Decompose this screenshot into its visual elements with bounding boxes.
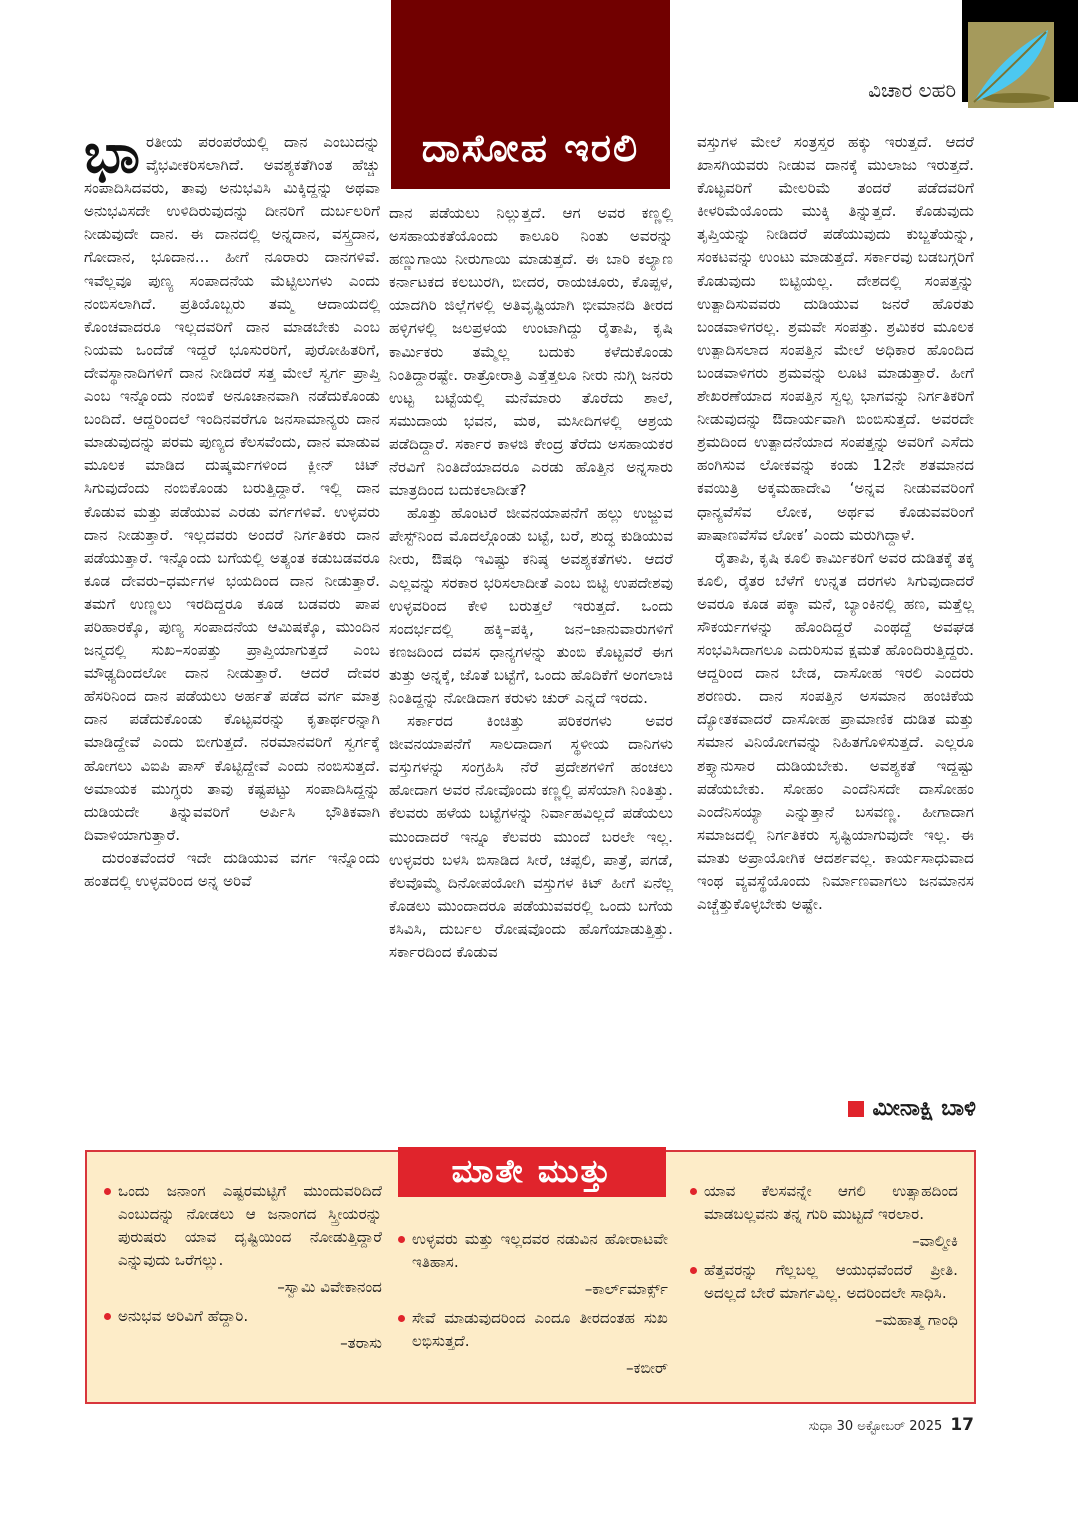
page-footer bbox=[808, 1415, 974, 1435]
article-paragraph: ವಸ್ತುಗಳ ಮೇಲೆ ಸಂತ್ರಸ್ತರ ಹಕ್ಕು ಇರುತ್ತದೆ. ಆದರೆ ಖಾಸಗಿಯವರು ನೀಡುವ ದಾನಕ್ಕೆ ಮುಲಾಜು ಇರುತ್ತದೆ. ಕೊಟ್ಟವರಿಗೆ ಮೇಲರಿಮೆ ತಂದರೆ ಪಡೆದವರಿಗೆ ಕೀಳರಿಮೆಯೊಂದು ಮುಕ್ಕಿ ತಿನ್ನುತ್ತದೆ. ಕೊಡುವುದು ತೃಪ್ತಿಯನ್ನು ನೀಡಿದರೆ ಪಡೆಯುವುದು ಕುಬ್ಜತೆಯನ್ನು, ಸಂಕಟವನ್ನು ಉಂಟು ಮಾಡುತ್ತದೆ. ಸರ್ಕಾರವು ಬಡಬಗ್ಗರಿಗೆ ಕೊಡುವುದು ಬಿಟ್ಟಿಯಲ್ಲ. ದೇಶದಲ್ಲಿ ಸಂಪತ್ತನ್ನು ಉತ್ಪಾದಿಸುವವರು ದುಡಿಯುವ ಜನರೆ ಹೊರತು ಬಂಡವಾಳಿಗರಲ್ಲ. ಶ್ರಮವೇ ಸಂಪತ್ತು. ಶ್ರಮಿಕರ ಮೂಲಕ ಉತ್ಪಾದಿಸಲಾದ ಸಂಪತ್ತಿನ ಮೇಲೆ ಅಧಿಕಾರ ಹೊಂದಿದ ಬಂಡವಾಳಿಗರು ಶ್ರಮವನ್ನು ಲೂಟಿ ಮಾಡುತ್ತಾರೆ. ಹೀಗೆ ಶೇಖರಣೆಯಾದ ಸಂಪತ್ತಿನ ಸ್ವಲ್ಪ ಭಾಗವನ್ನು ನಿರ್ಗತಿಕರಿಗೆ ನೀಡುವುದನ್ನು ಔದಾರ್ಯವಾಗಿ ಬಿಂಬಿಸುತ್ತದೆ. ಅವರದೇ ಶ್ರಮದಿಂದ ಉತ್ಪಾದನೆಯಾದ ಸಂಪತ್ತನ್ನು ಅವರಿಗೆ ಎಸೆದು ಹಂಗಿಸುವ ಲೋಕವನ್ನು ಕಂಡು 12ನೇ ಶತಮಾನದ ಕವಯಿತ್ರಿ ಅಕ್ಕಮಹಾದೇವಿ ‘ಅನ್ನವ ನೀಡುವವರಿಂಗೆ ಧಾನ್ಯವೆಸೆವ ಲೋಕ, ಅರ್ಥವ ಕೊಡುವವರಿಂಗೆ ಪಾಷಾಣವೆಸೆವ ಲೋಕ’ ಎಂದು ಮರುಗಿದ್ದಾಳೆ. bbox=[697, 133, 974, 544]
quote-text: ಯಾವ ಕೆಲಸವನ್ನೇ ಆಗಲಿ ಉತ್ಸಾಹದಿಂದ ಮಾಡಬಲ್ಲವನು ತನ್ನ ಗುರಿ ಮುಟ್ಟದೆ ಇರಲಾರ. bbox=[690, 1180, 958, 1226]
quote-author: –ಕಬೀರ್ bbox=[626, 1359, 668, 1377]
quote-text: ಉಳ್ಳವರು ಮತ್ತು ಇಲ್ಲದವರ ನಡುವಿನ ಹೋರಾಟವೇ ಇತಿಹಾಸ. bbox=[398, 1228, 668, 1274]
quote-author: –ಕಾರ್ಲ್‌ಮಾರ್ಕ್ಸ್ bbox=[584, 1280, 668, 1298]
quotes-column-3 bbox=[690, 1180, 958, 1338]
publication-date: ಸುಧಾ 30 ಅಕ್ಟೋಬರ್ 2025 bbox=[808, 1419, 943, 1434]
article-title-block bbox=[391, 0, 670, 189]
article-title: ದಾಸೋಹ ಇರಲಿ bbox=[421, 126, 640, 170]
quote-text: ಒಂದು ಜನಾಂಗ ಎಷ್ಟರಮಟ್ಟಿಗೆ ಮುಂದುವರಿದಿದೆ ಎಂಬುದನ್ನು ನೋಡಲು ಆ ಜನಾಂಗದ ಸ್ತ್ರೀಯರನ್ನು ಪುರುಷರು ಯಾವ ದೃಷ್ಟಿಯಿಂದ ನೋಡುತ್ತಿದ್ದಾರೆ ಎನ್ನುವುದು ಒರೆಗಲ್ಲು. bbox=[104, 1180, 382, 1272]
article-paragraph: ದಾನ ಪಡೆಯಲು ನಿಲ್ಲುತ್ತದೆ. ಆಗ ಅವರ ಕಣ್ಣಲ್ಲಿ ಅಸಹಾಯಕತೆಯೊಂದು ಕಾಲೂರಿ ನಿಂತು ಅವರನ್ನು ಹಣ್ಣುಗಾಯಿ ನೀರುಗಾಯಿ ಮಾಡುತ್ತದೆ. ಈ ಬಾರಿ ಕಲ್ಯಾಣ ಕರ್ನಾಟಕದ ಕಲಬುರಗಿ, ಬೀದರ, ರಾಯಚೂರು, ಕೊಪ್ಪಳ, ಯಾದಗಿರಿ ಜಿಲ್ಲೆಗಳಲ್ಲಿ ಅತಿವೃಷ್ಟಿಯಾಗಿ ಭೀಮಾನದಿ ತೀರದ ಹಳ್ಳಿಗಳಲ್ಲಿ ಜಲಪ್ರಳಯ ಉಂಟಾಗಿದ್ದು ರೈತಾಪಿ, ಕೃಷಿ ಕಾರ್ಮಿಕರು ತಮ್ಮೆಲ್ಲ ಬದುಕು ಕಳೆದುಕೊಂಡು ನಿಂತಿದ್ದಾರಷ್ಟೇ. ರಾತ್ರೋರಾತ್ರಿ ಎತ್ತೆತ್ತಲೂ ನೀರು ನುಗ್ಗಿ ಜನರು ಉಟ್ಟ ಬಟ್ಟೆಯಲ್ಲಿ ಮನೆಮಾರು ತೊರೆದು ಶಾಲೆ, ಸಮುದಾಯ ಭವನ, ಮಠ, ಮಸೀದಿಗಳಲ್ಲಿ ಆಶ್ರಯ ಪಡೆದಿದ್ದಾರೆ. ಸರ್ಕಾರ ಕಾಳಜಿ ಕೇಂದ್ರ ತೆರೆದು ಅಸಹಾಯಕರ ನೆರವಿಗೆ ನಿಂತಿದೆಯಾದರೂ ಎರಡು ಹೊತ್ತಿನ ಅನ್ನಸಾರು ಮಾತ್ರದಿಂದ ಬದುಕಲಾದೀತೆ? bbox=[389, 204, 673, 500]
author-byline bbox=[848, 1096, 976, 1121]
quotes-column-1 bbox=[104, 1180, 382, 1361]
article-paragraph: ದುರಂತವೆಂದರೆ ಇದೇ ದುಡಿಯುವ ವರ್ಗ ಇನ್ನೊಂದು ಹಂತದಲ್ಲಿ ಉಳ್ಳವರಿಂದ ಅನ್ನ ಅರಿವೆ bbox=[84, 848, 380, 890]
article-paragraph: ರೈತಾಪಿ, ಕೃಷಿ ಕೂಲಿ ಕಾರ್ಮಿಕರಿಗೆ ಅವರ ದುಡಿತಕ್ಕೆ ತಕ್ಕ ಕೂಲಿ, ರೈತರ ಬೆಳೆಗೆ ಉನ್ನತ ದರಗಳು ಸಿಗುವುದಾದರೆ ಅವರೂ ಕೂಡ ಪಕ್ಕಾ ಮನೆ, ಬ್ಯಾಂಕಿನಲ್ಲಿ ಹಣ, ಮತ್ತೆಲ್ಲ ಸೌಕರ್ಯಗಳನ್ನು ಹೊಂದಿದ್ದರೆ ಎಂಥದ್ದೆ ಅವಘಡ ಸಂಭವಿಸಿದಾಗಲೂ ಎದುರಿಸುವ ಕ್ಷಮತೆ ಹೊಂದಿರುತ್ತಿದ್ದರು. ಆದ್ದರಿಂದ ದಾನ ಬೇಡ, ದಾಸೋಹ ಇರಲಿ ಎಂದರು ಶರಣರು. ದಾನ ಸಂಪತ್ತಿನ ಅಸಮಾನ ಹಂಚಿಕೆಯ ದ್ಯೋತಕವಾದರೆ ದಾಸೋಹ ಪ್ರಾಮಾಣಿಕ ದುಡಿತ ಮತ್ತು ಸಮಾನ ವಿನಿಯೋಗವನ್ನು ನಿಹಿತಗೊಳಿಸುತ್ತದೆ. ಎಲ್ಲರೂ ಶಕ್ತ್ಯಾನುಸಾರ ದುಡಿಯಬೇಕು. ಅವಶ್ಯಕತೆ ಇದ್ದಷ್ಟು ಪಡೆಯಬೇಕು. ಸೋಹಂ ಎಂದೆನಿಸದೇ ದಾಸೋಹಂ ಎಂದೆನಿಸಯ್ಯಾ ಎನ್ನುತ್ತಾನೆ ಬಸವಣ್ಣ. ಹೀಗಾದಾಗ ಸಮಾಜದಲ್ಲಿ ನಿರ್ಗತಿಕರು ಸೃಷ್ಟಿಯಾಗುವುದೇ ಇಲ್ಲ. ಈ ಮಾತು ಅಪ್ರಾಯೋಗಿಕ ಆದರ್ಶವಲ್ಲ. ಕಾರ್ಯಸಾಧುವಾದ ಇಂಥ ವ್ಯವಸ್ಥೆಯೊಂದು ನಿರ್ಮಾಣವಾಗಲು ಜನಮಾನಸ ಎಚ್ಚೆತ್ತುಕೊಳ್ಳಬೇಕು ಅಷ್ಟೇ. bbox=[697, 548, 974, 914]
article-paragraph: ಭಾರತೀಯ ಪರಂಪರೆಯಲ್ಲಿ ದಾನ ಎಂಬುದನ್ನು ವೈಭವೀಕರಿಸಲಾಗಿದೆ. ಅವಶ್ಯಕತೆಗಿಂತ ಹೆಚ್ಚು ಸಂಪಾದಿಸಿದವರು, ತಾವು ಅನುಭವಿಸಿ ಮಿಕ್ಕಿದ್ದನ್ನು ಅಥವಾ ಅನುಭವಿಸದೇ ಉಳಿದಿರುವುದನ್ನು ದೀನರಿಗೆ ದುರ್ಬಲರಿಗೆ ನೀಡುವುದೇ ದಾನ. ಈ ದಾನದಲ್ಲಿ ಅನ್ನದಾನ, ವಸ್ತ್ರದಾನ, ಗೋದಾನ, ಭೂದಾನ... ಹೀಗೆ ನೂರಾರು ದಾನಗಳಿವೆ. ಇವೆಲ್ಲವೂ ಪುಣ್ಯ ಸಂಪಾದನೆಯ ಮೆಟ್ಟಿಲುಗಳು ಎಂದು ನಂಬಿಸಲಾಗಿದೆ. ಪ್ರತಿಯೊಬ್ಬರು ತಮ್ಮ ಆದಾಯದಲ್ಲಿ ಕೊಂಚವಾದರೂ ಇಲ್ಲದವರಿಗೆ ದಾನ ಮಾಡಬೇಕು ಎಂಬ ನಿಯಮ ಒಂದೆಡೆ ಇದ್ದರೆ ಭೂಸುರರಿಗೆ, ಪುರೋಹಿತರಿಗೆ, ದೇವಸ್ಥಾನಾದಿಗಳಿಗೆ ದಾನ ನೀಡಿದರೆ ಸತ್ತ ಮೇಲೆ ಸ್ವರ್ಗ ಪ್ರಾಪ್ತಿ ಎಂಬ ಇನ್ನೊಂದು ನಂಬಿಕೆ ಅನೂಚಾನವಾಗಿ ನಡೆದುಕೊಂಡು ಬಂದಿದೆ. ಆದ್ದರಿಂದಲೆ ಇಂದಿನವರೆಗೂ ಜನಸಾಮಾನ್ಯರು ದಾನ ಮಾಡುವುದನ್ನು ಪರಮ ಪುಣ್ಯದ ಕೆಲಸವೆಂದು, ದಾನ ಮಾಡುವ ಮೂಲಕ ಮಾಡಿದ ದುಷ್ಕರ್ಮಗಳಿಂದ ಕ್ಲೀನ್ ಚಿಟ್ ಸಿಗುವುದೆಂದು ನಂಬಿಕೊಂಡು ಬರುತ್ತಿದ್ದಾರೆ. ಇಲ್ಲಿ ದಾನ ಕೊಡುವ ಮತ್ತು ಪಡೆಯುವ ಎರಡು ವರ್ಗಗಳಿವೆ. ಉಳ್ಳವರು ದಾನ ನೀಡುತ್ತಾರೆ. ಇಲ್ಲದವರು ಅಂದರೆ ನಿರ್ಗತಿಕರು ದಾನ ಪಡೆಯುತ್ತಾರೆ. ಇನ್ನೊಂದು ಬಗೆಯಲ್ಲಿ ಅತ್ಯಂತ ಕಡುಬಡವರೂ ಕೂಡ ದೇವರು–ಧರ್ಮಗಳ ಭಯದಿಂದ ದಾನ ನೀಡುತ್ತಾರೆ. ತಮಗೆ ಉಣ್ಣಲು ಇರದಿದ್ದರೂ ಕೂಡ ಬಡವರು ಪಾಪ ಪರಿಹಾರಕ್ಕೊ, ಪುಣ್ಯ ಸಂಪಾದನೆಯ ಆಮಿಷಕ್ಕೊ, ಮುಂದಿನ ಜನ್ಮದಲ್ಲಿ ಸುಖ–ಸಂಪತ್ತು ಪ್ರಾಪ್ತಿಯಾಗುತ್ತದೆ ಎಂಬ ಮೌಢ್ಯದಿಂದಲೋ ದಾನ ನೀಡುತ್ತಾರೆ. ಆದರೆ ದೇವರ ಹೆಸರಿನಿಂದ ದಾನ ಪಡೆಯಲು ಅರ್ಹತೆ ಪಡೆದ ವರ್ಗ ಮಾತ್ರ ದಾನ ಪಡೆದುಕೊಂಡು ಕೊಟ್ಟವರನ್ನು ಕೃತಾರ್ಥರನ್ನಾಗಿ ಮಾಡಿದ್ದೇವೆ ಎಂದು ಬೀಗುತ್ತದೆ. ನರಮಾನವರಿಗೆ ಸ್ವರ್ಗಕ್ಕೆ ಹೋಗಲು ವಿಐಪಿ ಪಾಸ್ ಕೊಟ್ಟಿದ್ದೇವೆ ಎಂದು ನಂಬಿಸುತ್ತದೆ. ಅಮಾಯಕ ಮುಗ್ಧರು ತಾವು ಕಷ್ಟಪಟ್ಟು ಸಂಪಾದಿಸಿದ್ದನ್ನು ದುಡಿಯದೇ ತಿನ್ನುವವರಿಗೆ ಅರ್ಪಿಸಿ ಭೌತಿಕವಾಗಿ ದಿವಾಳಿಯಾಗುತ್ತಾರೆ. bbox=[84, 122, 380, 844]
article-column-1 bbox=[84, 122, 380, 893]
quote-author: –ಸ್ವಾಮಿ ವಿವೇಕಾನಂದ bbox=[277, 1278, 382, 1296]
page-number: 17 bbox=[950, 1415, 974, 1435]
quotes-title: ಮಾತೇ ಮುತ್ತು bbox=[398, 1147, 666, 1197]
article-column-2 bbox=[389, 202, 673, 964]
quote-text: ಅನುಭವ ಅರಿವಿಗೆ ಹೆದ್ದಾರಿ. bbox=[104, 1305, 382, 1328]
quote-text: ಸೇವೆ ಮಾಡುವುದರಿಂದ ಎಂದೂ ತೀರದಂತಹ ಸುಖ ಲಭಿಸುತ್ತದೆ. bbox=[398, 1307, 668, 1353]
quote-author: –ವಾಲ್ಮೀಕಿ bbox=[912, 1232, 958, 1250]
feather-icon bbox=[968, 22, 1054, 108]
article-paragraph: ಸರ್ಕಾರದ ಕಿಂಚಿತ್ತು ಪರಿಕರಗಳು ಅವರ ಜೀವನಯಾಪನೆಗೆ ಸಾಲದಾದಾಗ ಸ್ಥಳೀಯ ದಾನಿಗಳು ವಸ್ತುಗಳನ್ನು ಸಂಗ್ರಹಿಸಿ ನೆರೆ ಪ್ರದೇಶಗಳಿಗೆ ಹಂಚಲು ಹೋದಾಗ ಅವರ ನೋವೊಂದು ಕಣ್ಣಲ್ಲಿ ಪಸೆಯಾಗಿ ನಿಂತಿತ್ತು. ಕೆಲವರು ಹಳೆಯ ಬಟ್ಟೆಗಳನ್ನು ನಿರ್ವಾಹವಿಲ್ಲದೆ ಪಡೆಯಲು ಮುಂದಾದರೆ ಇನ್ನೂ ಕೆಲವರು ಮುಂದೆ ಬರಲೇ ಇಲ್ಲ. ಉಳ್ಳವರು ಬಳಸಿ ಬಿಸಾಡಿದ ಸೀರೆ, ಚಪ್ಪಲಿ, ಪಾತ್ರೆ, ಪಗಡೆ, ಕೆಲವೊಮ್ಮೆ ದಿನೋಪಯೋಗಿ ವಸ್ತುಗಳ ಕಿಟ್ ಹೀಗೆ ಏನೆಲ್ಲ ಕೊಡಲು ಮುಂದಾದರೂ ಪಡೆಯುವವರಲ್ಲಿ ಒಂದು ಬಗೆಯ ಕಸಿವಿಸಿ, ದುರ್ಬಲ ರೋಷವೊಂದು ಹೊಗೆಯಾಡುತ್ತಿತ್ತು. ಸರ್ಕಾರದಿಂದ ಕೊಡುವ bbox=[389, 712, 673, 961]
red-square-icon bbox=[848, 1101, 864, 1117]
dropcap: ಭಾ bbox=[84, 122, 140, 185]
quote-author: –ಮಹಾತ್ಮ ಗಾಂಧಿ bbox=[875, 1311, 958, 1329]
author-name: ಮೀನಾಕ್ಷಿ ಬಾಳಿ bbox=[872, 1096, 976, 1121]
quote-author: –ತರಾಸು bbox=[340, 1334, 382, 1352]
section-label: ವಿಚಾರ ಲಹರಿ bbox=[868, 78, 956, 102]
quote-text: ಹೆತ್ತವರನ್ನು ಗೆಲ್ಲಬಲ್ಲ ಆಯುಧವೆಂದರೆ ಪ್ರೀತಿ. ಅದಲ್ಲದೆ ಬೇರೆ ಮಾರ್ಗವಿಲ್ಲ. ಅದರಿಂದಲೇ ಸಾಧಿಸಿ. bbox=[690, 1259, 958, 1305]
article-column-3 bbox=[697, 131, 974, 916]
quotes-column-2 bbox=[398, 1228, 668, 1386]
article-paragraph: ಹೊತ್ತು ಹೊಂಟರೆ ಜೀವನಯಾಪನೆಗೆ ಹಲ್ಲು ಉಜ್ಜುವ ಪೇಸ್ಟ್‌ನಿಂದ ಮೊದಲ್ಗೊಂಡು ಬಟ್ಟೆ, ಬರೆ, ಶುದ್ಧ ಕುಡಿಯುವ ನೀರು, ಔಷಧಿ ಇವಿಷ್ಟು ಕನಿಷ್ಠ ಅವಶ್ಯಕತೆಗಳು. ಆದರೆ ಎಲ್ಲವನ್ನು ಸರಕಾರ ಭರಿಸಲಾದೀತೆ ಎಂಬ ಬಿಟ್ಟಿ ಉಪದೇಶವು ಉಳ್ಳವರಿಂದ ಕೇಳಿ ಬರುತ್ತಲೆ ಇರುತ್ತದೆ. ಒಂದು ಸಂದರ್ಭದಲ್ಲಿ ಹಕ್ಕಿ–ಪಕ್ಕಿ, ಜನ–ಜಾನುವಾರುಗಳಿಗೆ ಕಣಜದಿಂದ ದವಸ ಧಾನ್ಯಗಳನ್ನು ತುಂಬಿ ಕೊಟ್ಟವರೆ ಈಗ ತುತ್ತು ಅನ್ನಕ್ಕೆ, ಜೊತೆ ಬಟ್ಟೆಗೆ, ಒಂದು ಹೊದಿಕೆಗೆ ಅಂಗಲಾಚಿ ನಿಂತಿದ್ದನ್ನು ನೋಡಿದಾಗ ಕರುಳು ಚುರ್ ಎನ್ನದೆ ಇರದು. bbox=[389, 504, 673, 707]
